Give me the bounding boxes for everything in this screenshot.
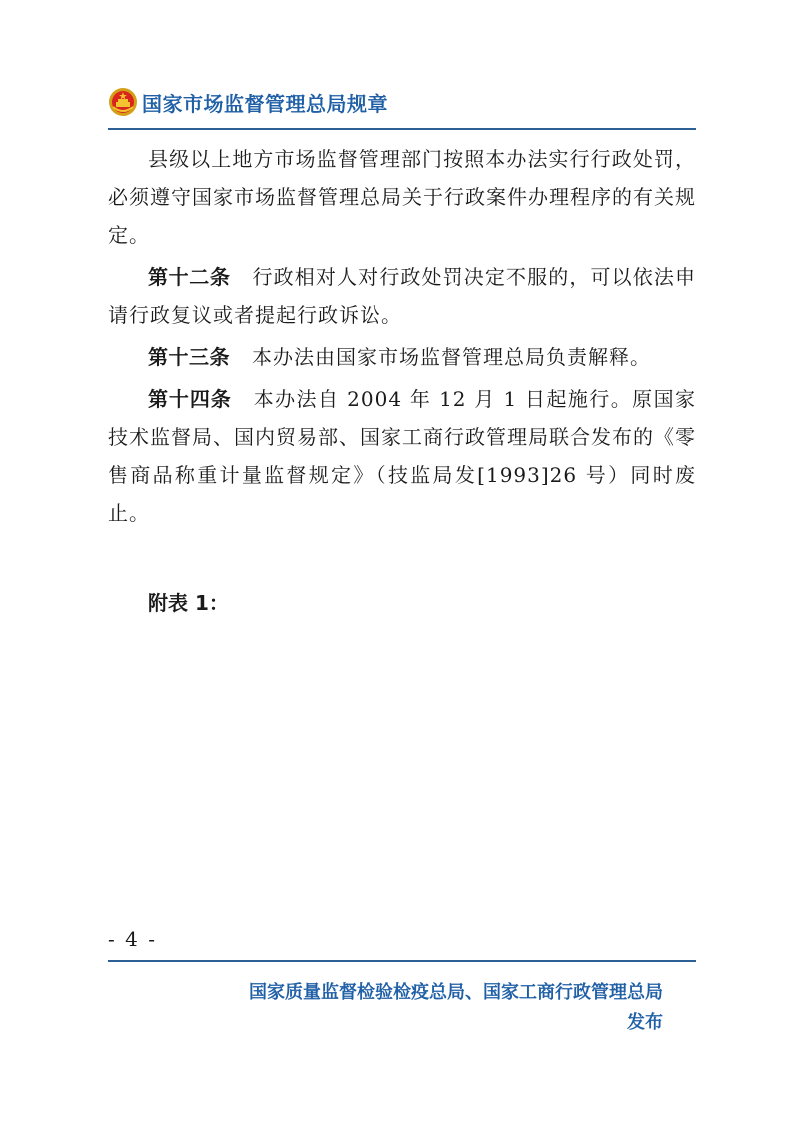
article-13	[108, 338, 696, 376]
header-divider	[108, 128, 696, 130]
document-body	[108, 140, 696, 536]
article-12	[108, 258, 696, 334]
footer-publishers: 国家质量监督检验检疫总局、国家工商行政管理总局	[249, 982, 663, 1003]
publisher-footer	[163, 978, 663, 1038]
footer-published: 发布	[627, 1012, 663, 1033]
paragraph-enforcement: 县级以上地方市场监督管理部门按照本办法实行行政处罚，必须遵守国家市场监督管理总局关于行政案件办理程序的有关规定。	[108, 147, 696, 247]
document-header	[108, 84, 388, 120]
national-emblem-icon	[108, 87, 138, 117]
article-14-text: 本办法自 2004 年 12 月 1 日起施行。原国家技术监督局、国内贸易部、国家工商行政管理局联合发布的《零售商品称重计量监督规定》（技监局发[1993]26 号）同时废止。	[108, 387, 696, 525]
article-14	[108, 380, 696, 532]
appendix-label: 附表 1：	[148, 591, 229, 615]
header-title: 国家市场监督管理总局规章	[142, 91, 388, 116]
article-12-text: 行政相对人对行政处罚决定不服的，可以依法申请行政复议或者提起行政诉讼。	[108, 265, 696, 327]
article-14-label: 第十四条	[148, 387, 232, 411]
page-number: - 4 -	[108, 927, 157, 951]
article-12-label: 第十二条	[148, 265, 231, 289]
article-13-label: 第十三条	[148, 345, 230, 369]
article-13-text: 本办法由国家市场监督管理总局负责解释。	[252, 345, 651, 369]
footer-divider	[108, 960, 696, 962]
